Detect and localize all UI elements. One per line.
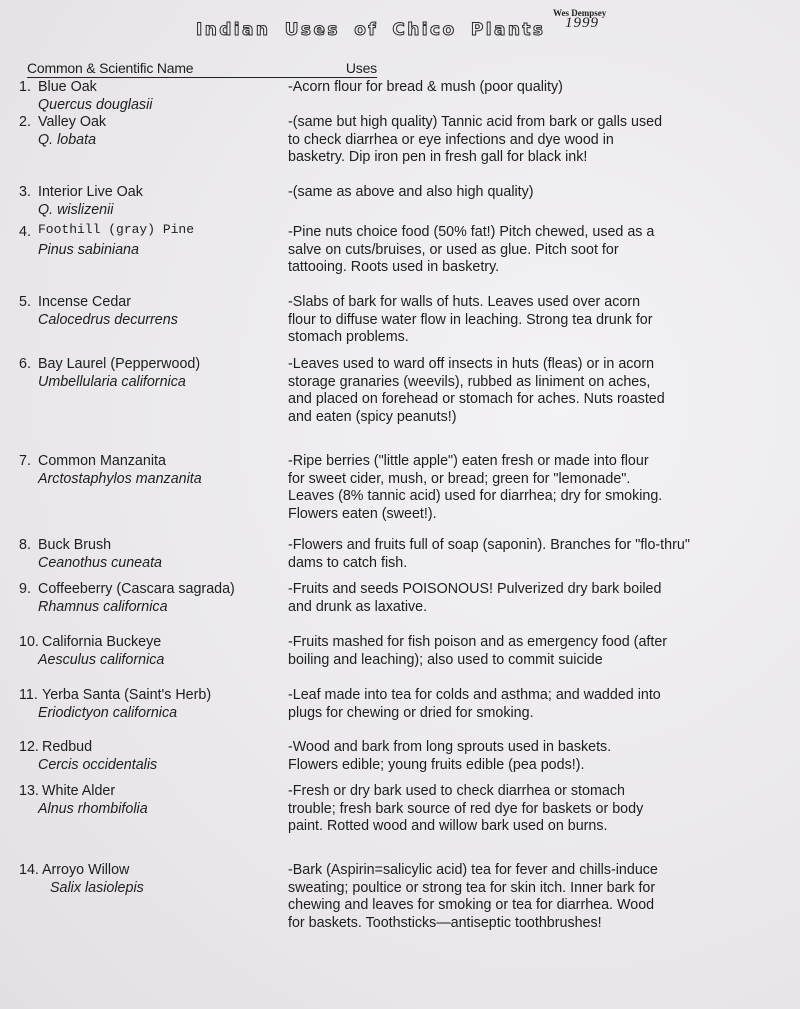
column-header [27, 60, 377, 78]
uses-text: -Slabs of bark for walls of huts. Leaves used over acorn flour to diffuse water flow in leaching. Strong tea drunk for stomach problems. [288, 294, 653, 346]
name-column-header: Common & Scientific Name [27, 60, 194, 76]
common-name: Coffeeberry (Cascara sagrada) [38, 581, 235, 597]
scientific-name: Salix lasiolepis [50, 879, 144, 896]
common-name: Blue Oak [38, 79, 97, 95]
entry-number: 2. [19, 114, 31, 130]
entry-number: 13. [19, 783, 39, 799]
entry-number: 6. [19, 356, 31, 372]
uses-text: -Leaf made into tea for colds and asthma; and wadded into plugs for chewing or dried for smoking. [288, 687, 661, 721]
uses-text: -Flowers and fruits full of soap (saponin). Branches for "flo-thru" dams to catch fish. [288, 537, 690, 571]
uses-text: -Bark (Aspirin=salicylic acid) tea for fever and chills-induce sweating; poultice or strong tea for skin itch. Inner bark for chewing and leaves for smoking or tea for diarrhea. Wood for baskets. Toothsticks—antiseptic toothbrushes! [288, 862, 658, 931]
entry-number: 8. [19, 537, 31, 553]
scientific-name: Arctostaphylos manzanita [38, 470, 202, 487]
entry-number: 7. [19, 453, 31, 469]
entry-number: 14. [19, 862, 39, 878]
common-name: Foothill (gray) Pine [38, 222, 195, 237]
scientific-name: Alnus rhombifolia [38, 800, 148, 817]
scientific-name: Q. lobata [38, 131, 97, 148]
uses-text: -Leaves used to ward off insects in huts (fleas) or in acorn storage granaries (weevils), rubbed as liniment on aches, and placed on forehead or stomach for aches. Nuts roasted and eaten (spicy peanuts!) [288, 356, 665, 425]
uses-text: -Pine nuts choice food (50% fat!) Pitch chewed, used as a salve on cuts/bruises, or used as glue. Pitch soot for tattooing. Roots used in basketry. [288, 224, 655, 276]
common-name: Buck Brush [38, 537, 112, 553]
scientific-name: Q. wislizenii [38, 201, 114, 218]
uses-text: -Acorn flour for bread & mush (poor quality) [288, 79, 563, 95]
entry-number: 4. [19, 224, 31, 240]
uses-text: -Fruits mashed for fish poison and as emergency food (after boiling and leaching); also used to commit suicide [288, 634, 668, 668]
common-name: Interior Live Oak [38, 184, 143, 200]
scientific-name: Aesculus californica [38, 651, 165, 668]
uses-text: -Fresh or dry bark used to check diarrhea or stomach trouble; fresh bark source of red dye for baskets or body paint. Rotted wood and willow bark used on burns. [288, 783, 644, 835]
scientific-name: Ceanothus cuneata [38, 554, 163, 571]
uses-text: -Wood and bark from long sprouts used in baskets. Flowers edible; young fruits edible (pea pods!). [288, 739, 612, 773]
uses-text: -(same but high quality) Tannic acid from bark or galls used to check diarrhea or eye infections and dye wood in basketry. Dip iron pen in fresh gall for black ink! [288, 114, 663, 166]
scientific-name: Calocedrus decurrens [38, 311, 178, 328]
entry-number: 1. [19, 79, 31, 95]
entry-number: 12. [19, 739, 39, 755]
entry-number: 3. [19, 184, 31, 200]
scientific-name: Pinus sabiniana [38, 241, 139, 258]
uses-text: -(same as above and also high quality) [288, 184, 534, 200]
scientific-name: Cercis occidentalis [38, 756, 158, 773]
author-name: Wes Dempsey [553, 8, 607, 18]
scientific-name: Rhamnus californica [38, 598, 168, 615]
common-name: Bay Laurel (Pepperwood) [38, 356, 201, 372]
common-name: Redbud [42, 739, 93, 755]
common-name: Yerba Santa (Saint's Herb) [42, 687, 212, 703]
year: 1999 [565, 15, 599, 31]
uses-text: -Fruits and seeds POISONOUS! Pulverized dry bark boiled and drunk as laxative. [288, 581, 662, 615]
scientific-name: Umbellularia californica [38, 373, 186, 390]
uses-column-header: Uses [345, 60, 377, 76]
scientific-name: Eriodictyon californica [38, 704, 178, 721]
uses-text: -Ripe berries ("little apple") eaten fresh or made into flour for sweet cider, mush, or bread; green for "lemonade". Leaves (8% tannic acid) used for diarrhea; dry for smoking. Flowers eaten (sweet!). [288, 453, 663, 522]
page-title: Indian Uses of Chico Plants [196, 20, 546, 40]
entry-number: 11. [19, 687, 38, 703]
common-name: White Alder [42, 783, 116, 799]
scientific-name: Quercus douglasii [38, 96, 153, 113]
entry-number: 9. [19, 581, 31, 597]
entry-number: 10. [19, 634, 39, 650]
common-name: Common Manzanita [38, 453, 166, 469]
common-name: Valley Oak [38, 114, 107, 130]
common-name: Incense Cedar [38, 294, 131, 310]
common-name: California Buckeye [42, 634, 162, 650]
common-name: Arroyo Willow [42, 862, 130, 878]
entry-number: 5. [19, 294, 31, 310]
